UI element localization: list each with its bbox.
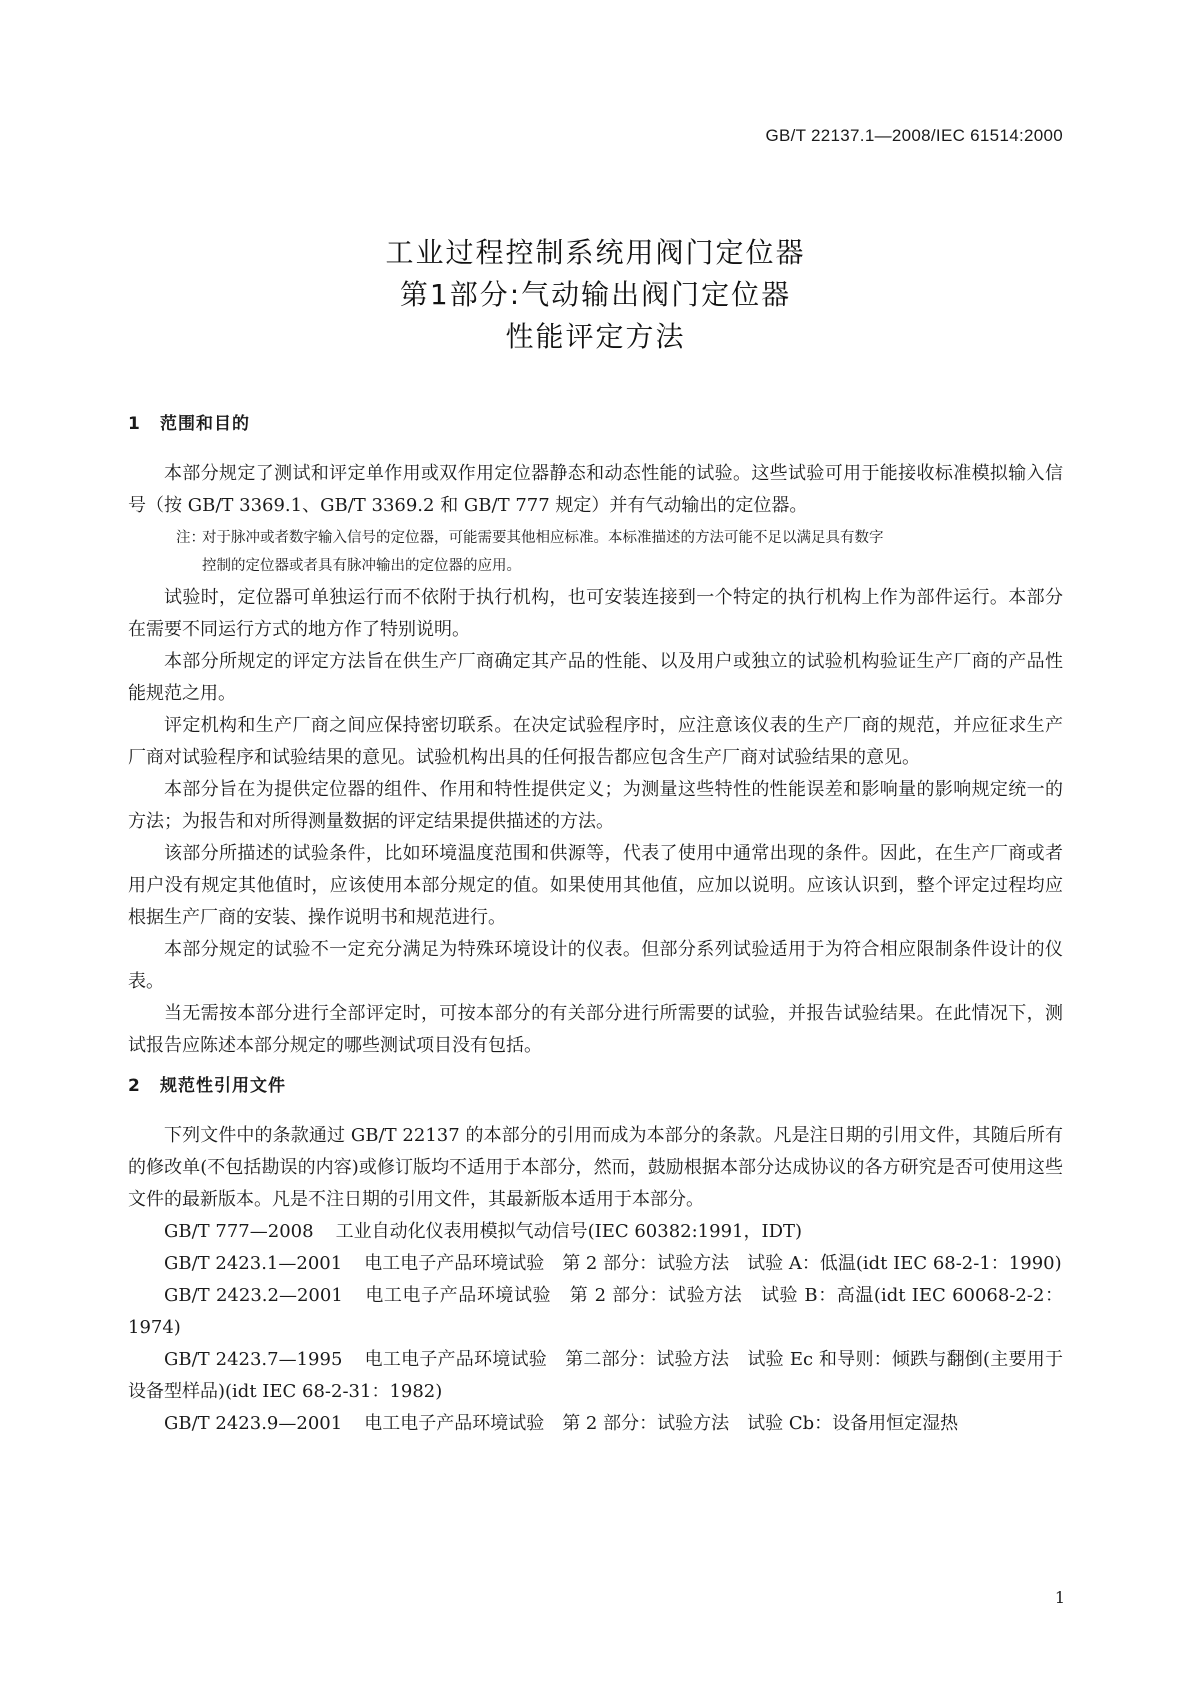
- paragraph: 本部分旨在为提供定位器的组件、作用和特性提供定义；为测量这些特性的性能误差和影响量的影响规定统一的方法；为报告和对所得测量数据的评定结果提供描述的方法。: [128, 779, 1063, 832]
- section-heading-2: [128, 1074, 1063, 1098]
- document-body: [128, 412, 1063, 1440]
- paragraph: 试验时，定位器可单独运行而不依附于执行机构，也可安装连接到一个特定的执行机构上作为部件运行。本部分在需要不同运行方式的地方作了特别说明。: [128, 587, 1063, 640]
- section-number: 2: [128, 1076, 141, 1096]
- section-number: 1: [128, 414, 141, 434]
- title-line-1: 工业过程控制系统用阀门定位器: [385, 236, 806, 269]
- title-line-3: 性能评定方法: [505, 320, 686, 353]
- reference-code: GB/T 2423.7—1995: [164, 1349, 343, 1370]
- paragraph: 评定机构和生产厂商之间应保持密切联系。在决定试验程序时，应注意该仪表的生产厂商的规范，并应征求生产厂商对试验程序和试验结果的意见。试验机构出具的任何报告都应包含生产厂商对试验结果的意见。: [128, 715, 1063, 768]
- section-title: 范围和目的: [160, 414, 250, 434]
- paragraph: 本部分规定的试验不一定充分满足为特殊环境设计的仪表。但部分系列试验适用于为符合相应限制条件设计的仪表。: [128, 939, 1063, 992]
- document-title: [0, 232, 1191, 358]
- note-text-continued: 控制的定位器或者具有脉冲输出的定位器的应用。: [202, 558, 521, 574]
- reference-title: 电工电子产品环境试验 第二部分：试验方法 试验 Ec 和导则：倾跌与翻倒(主要用于设备型样品)(idt IEC 68-2-31：1982): [128, 1349, 1063, 1402]
- note: [176, 524, 1063, 580]
- reference-code: GB/T 2423.9—2001: [164, 1413, 343, 1434]
- note-label: 注：: [176, 530, 205, 546]
- paragraph: 当无需按本部分进行全部评定时，可按本部分的有关部分进行所需要的试验，并报告试验结果。在此情况下，测试报告应陈述本部分规定的哪些测试项目没有包括。: [128, 1003, 1063, 1056]
- reference-title: 电工电子产品环境试验 第 2 部分：试验方法 试验 Cb：设备用恒定湿热: [364, 1413, 959, 1434]
- reference-code: GB/T 2423.1—2001: [164, 1253, 343, 1274]
- reference-title: 电工电子产品环境试验 第 2 部分：试验方法 试验 B：高温(idt IEC 60068-2-2：1974): [128, 1285, 1063, 1338]
- paragraph: 该部分所描述的试验条件，比如环境温度范围和供源等，代表了使用中通常出现的条件。因此，在生产厂商或者用户没有规定其他值时，应该使用本部分规定的值。如果使用其他值，应加以说明。应该认识到，整个评定过程均应根据生产厂商的安装、操作说明书和规范进行。: [128, 843, 1063, 928]
- reference-code: GB/T 2423.2—2001: [164, 1285, 343, 1306]
- reference-item: [128, 1248, 1063, 1280]
- title-line-2: 第1部分:气动输出阀门定位器: [399, 278, 792, 311]
- paragraph: 本部分规定了测试和评定单作用或双作用定位器静态和动态性能的试验。这些试验可用于能接收标准模拟输入信号（按 GB/T 3369.1、GB/T 3369.2 和 GB/T 777 规定）并有气动输出的定位器。: [128, 463, 1063, 516]
- reference-title: 工业自动化仪表用模拟气动信号(IEC 60382:1991，IDT): [335, 1221, 803, 1242]
- reference-item: [128, 1408, 1063, 1440]
- reference-code: GB/T 777—2008: [164, 1221, 314, 1242]
- paragraph: 本部分所规定的评定方法旨在供生产厂商确定其产品的性能、以及用户或独立的试验机构验证生产厂商的产品性能规范之用。: [128, 651, 1063, 704]
- reference-item: [128, 1344, 1063, 1408]
- page-number: 1: [1054, 1588, 1065, 1607]
- paragraph: 下列文件中的条款通过 GB/T 22137 的本部分的引用而成为本部分的条款。凡是注日期的引用文件，其随后所有的修改单(不包括勘误的内容)或修订版均不适用于本部分，然而，鼓励根据本部分达成协议的各方研究是否可使用这些文件的最新版本。凡是不注日期的引用文件，其最新版本适用于本部分。: [128, 1125, 1063, 1210]
- section-heading-1: [128, 412, 1063, 436]
- reference-item: [128, 1280, 1063, 1344]
- section-title: 规范性引用文件: [160, 1076, 286, 1096]
- note-text: 对于脉冲或者数字输入信号的定位器，可能需要其他相应标准。本标准描述的方法可能不足以满足具有数字: [202, 530, 884, 546]
- standard-code: GB/T 22137.1—2008/IEC 61514:2000: [765, 126, 1063, 145]
- reference-item: [128, 1216, 1063, 1248]
- reference-title: 电工电子产品环境试验 第 2 部分：试验方法 试验 A：低温(idt IEC 68-2-1：1990): [364, 1253, 1062, 1274]
